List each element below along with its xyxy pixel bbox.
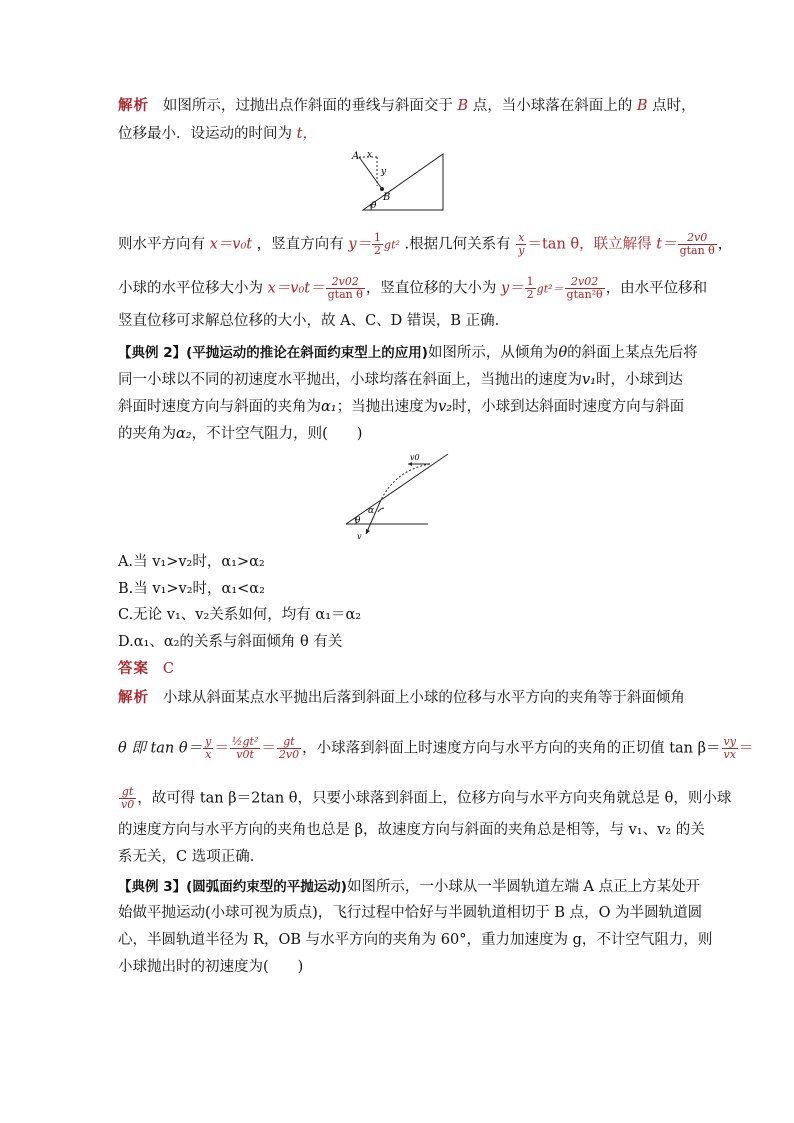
text: 时，小球到达 xyxy=(596,372,684,388)
num: ½gt² xyxy=(231,735,259,748)
equation-x: x＝v₀t xyxy=(209,236,253,253)
point-b: B xyxy=(636,98,648,114)
text: 则水平方向有 xyxy=(118,236,205,253)
option-text: C.无论 v₁、v₂关系如何，均有 α₁＝α₂ xyxy=(118,607,362,623)
fraction-half xyxy=(372,232,383,257)
solution2-line-3 xyxy=(118,786,731,811)
den: 2 xyxy=(526,288,534,301)
option-text: B.当 v₁>v₂时，α₁<α₂ xyxy=(118,581,265,597)
num: 2v02 xyxy=(326,276,365,289)
fraction-half xyxy=(525,276,536,301)
fraction xyxy=(326,276,365,301)
label-y: y xyxy=(381,167,387,177)
option-d xyxy=(118,632,342,652)
answer-label: 答案 xyxy=(118,660,149,677)
den: 2 xyxy=(374,244,382,257)
example-tag: 【典例 2】(平抛运动的推论在斜面约束型上的应用) xyxy=(118,345,428,361)
label-v: v xyxy=(357,532,362,541)
equation-x: x＝v₀t＝ xyxy=(267,280,325,297)
text: 小球的水平位移大小为 xyxy=(118,280,263,297)
option-b xyxy=(118,579,265,599)
text: 小球从斜面某点水平抛出后落到斜面上小球的位移与水平方向的夹角等于斜面倾角 xyxy=(162,690,685,706)
fraction xyxy=(722,736,738,761)
example2-line-3 xyxy=(118,397,684,417)
label-alpha: α xyxy=(368,506,375,516)
num: gt xyxy=(277,736,301,749)
solution2-line-1 xyxy=(118,688,685,708)
num: 1 xyxy=(374,231,382,244)
fraction xyxy=(119,786,136,811)
fraction-x-y xyxy=(516,232,526,257)
solution2-line-5 xyxy=(118,847,254,867)
text: 竖直位移可求解总位移的大小，故 A、C、D 错误，B 正确． xyxy=(118,313,510,329)
num: gt xyxy=(119,786,136,799)
label-v0: v0 xyxy=(410,453,420,462)
den: gtan²θ xyxy=(566,288,603,301)
solution-line-4 xyxy=(118,276,707,301)
text: ，不计空气阻力，则( ) xyxy=(191,426,363,442)
label-a: A xyxy=(352,151,360,162)
text: 点，当小球落在斜面上的 xyxy=(472,98,633,114)
solution-line-5 xyxy=(118,311,509,331)
text: 斜面时速度方向与斜面的夹角为 xyxy=(118,399,321,415)
den: v0t xyxy=(236,748,254,761)
den: 2v0 xyxy=(278,748,300,761)
num: y xyxy=(205,735,212,748)
text: 如图所示，过抛出点作斜面的垂线与斜面交于 xyxy=(162,98,453,114)
example3-line-4 xyxy=(118,957,303,977)
point-b: B xyxy=(457,98,469,114)
alpha2: α₂ xyxy=(176,426,192,442)
text: 的速度方向与水平方向的夹角也总是 β，故速度方向与斜面的夹角总是相等，与 v₁、v₂ 的关 xyxy=(118,822,705,838)
alpha1: α₁ xyxy=(321,399,337,415)
ball xyxy=(380,187,384,191)
num: 1 xyxy=(526,275,534,288)
fraction xyxy=(230,736,261,761)
gt2: gt²＝ xyxy=(536,282,564,296)
example-tag: 【典例 3】(圆弧面约束型的平抛运动) xyxy=(118,879,347,895)
text: 系无关，C 选项正确. xyxy=(118,849,255,865)
num: x xyxy=(518,231,525,244)
perpendicular xyxy=(359,157,382,189)
equals: ＝ xyxy=(261,740,276,757)
den: gtan θ xyxy=(679,244,715,257)
var-t: t， xyxy=(296,126,317,142)
answer-line xyxy=(118,659,174,679)
num: vy xyxy=(723,735,736,748)
num: 2v0 xyxy=(678,232,717,245)
text: 心，半圆轨道半径为 R，OB 与水平方向的夹角为 60°，重力加速度为 g，不计空气阻力，则 xyxy=(118,932,713,948)
den: y xyxy=(518,244,525,257)
v2: v₂ xyxy=(438,399,453,415)
option-c xyxy=(118,605,361,625)
solution-label: 解析 xyxy=(118,97,149,114)
answer-value: C xyxy=(162,661,174,677)
figure-incline-2 xyxy=(340,450,452,542)
text: .根据几何关系有 xyxy=(404,236,511,253)
text: ， xyxy=(717,236,733,253)
text: 的夹角为 xyxy=(118,426,176,442)
text: 点时， xyxy=(652,98,696,114)
solution-line-1 xyxy=(118,96,696,116)
example3-line-2 xyxy=(118,903,702,923)
label-b: B xyxy=(383,192,391,203)
example2-line-1 xyxy=(118,343,698,363)
text: ，由水平位移和 xyxy=(605,280,708,297)
equation-y: y＝ xyxy=(348,236,372,253)
solution-label: 解析 xyxy=(118,689,149,706)
text: ，小球落到斜面上时速度方向与水平方向的夹角的正切值 tan β＝ xyxy=(302,740,721,757)
label-theta: θ xyxy=(371,201,377,211)
text: ，竖直方向有 xyxy=(256,236,344,253)
equals: ＝ xyxy=(738,740,754,757)
den: v0 xyxy=(121,798,135,811)
fraction-t xyxy=(678,232,717,257)
den: x xyxy=(205,748,212,761)
theta: θ xyxy=(558,345,568,361)
figure-incline-1 xyxy=(345,148,450,214)
equals: ＝ xyxy=(214,740,229,757)
text: ，故可得 tan β＝2tan θ，只要小球落到斜面上，位移方向与水平方向夹角就总是 θ，则小球 xyxy=(137,790,732,807)
example2-line-2 xyxy=(118,370,683,390)
fraction-y-x xyxy=(203,736,213,761)
text: 同一小球以不同的初速度水平抛出，小球均落在斜面上，当抛出的速度为 xyxy=(118,372,582,388)
equation-y: y＝ xyxy=(500,280,524,297)
solution-line-3 xyxy=(118,232,732,257)
equation-t: t＝ xyxy=(656,236,677,253)
text: ＝tan θ，联立解得 xyxy=(527,236,652,253)
solution2-line-2 xyxy=(118,736,753,761)
option-a xyxy=(118,552,265,572)
incline-line xyxy=(346,454,448,524)
example2-line-4 xyxy=(118,424,362,444)
gt2: gt² xyxy=(384,238,400,252)
text: 如图所示，一小球从一半圆轨道左端 A 点正上方某处开 xyxy=(346,879,701,895)
option-text: D.α₁、α₂的关系与斜面倾角 θ 有关 xyxy=(118,634,343,650)
solution2-line-4 xyxy=(118,820,705,840)
fraction xyxy=(277,736,301,761)
text: 位移最小．设运动的时间为 xyxy=(118,126,292,142)
example3-line-3 xyxy=(118,930,712,950)
text: 始做平抛运动(小球可视为质点)，飞行过程中恰好与半圆轨道相切于 B 点，O 为半圆轨道圆 xyxy=(118,905,703,921)
den: gtan θ xyxy=(327,288,363,301)
label-x: x xyxy=(367,150,373,160)
text: θ 即 tan θ＝ xyxy=(118,740,203,757)
option-text: A.当 v₁>v₂时，α₁>α₂ xyxy=(118,554,265,570)
text: 的斜面上某点先后将 xyxy=(567,345,698,361)
num: 2v02 xyxy=(565,276,605,289)
text: 时，小球到达斜面时速度方向与斜面 xyxy=(452,399,685,415)
text: ，竖直位移的大小为 xyxy=(365,280,497,297)
label-theta: θ xyxy=(355,516,361,526)
fraction xyxy=(565,276,605,301)
den: vx xyxy=(723,748,736,761)
text: ；当抛出速度为 xyxy=(336,399,439,415)
example3-line-1 xyxy=(118,877,700,897)
text: 小球抛出时的初速度为( ) xyxy=(118,959,304,975)
solution-line-2 xyxy=(118,124,317,144)
v1: v₁ xyxy=(582,372,597,388)
text: 如图所示，从倾角为 xyxy=(427,345,559,361)
